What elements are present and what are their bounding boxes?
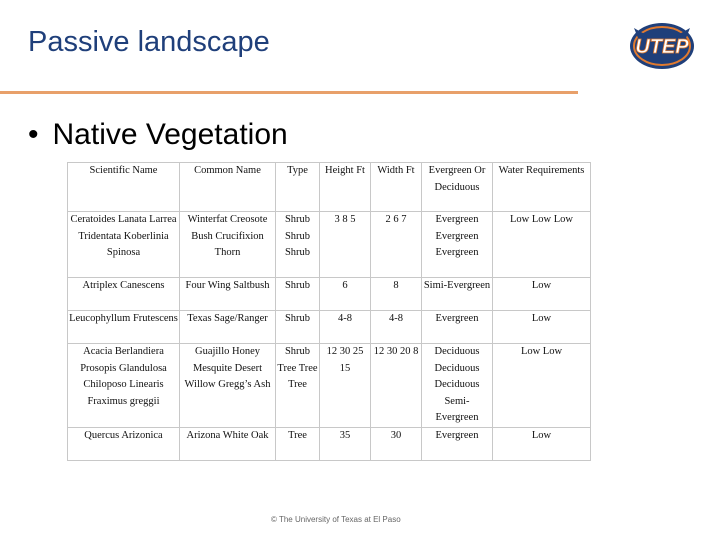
table-cell: Acacia Berlandiera Prosopis Glandulosa Chiloposo Linearis Fraximus greggii [68,344,180,428]
table-cell: Evergreen [422,311,493,344]
table-cell: Ceratoides Lanata Larrea Tridentata Koberlinia Spinosa [68,212,180,278]
table-cell: 8 [371,278,422,311]
bullet-text: Native Vegetation [52,118,288,151]
header-type: Type [276,163,320,212]
table-cell: Low Low [493,344,591,428]
header-common-name: Common Name [180,163,276,212]
table-cell: Winterfat Creosote Bush Crucifixion Thorn [180,212,276,278]
vegetation-table [67,162,591,461]
svg-text:UTEP: UTEP [635,36,689,58]
bullet-dot-icon: • [28,118,39,151]
table-cell: 3 8 5 [320,212,371,278]
table-cell: Deciduous Deciduous Deciduous Semi-Evergreen [422,344,493,428]
table-cell: Shrub [276,278,320,311]
table-cell: Low Low Low [493,212,591,278]
table-cell: 35 [320,427,371,460]
table-cell: Guajillo Honey Mesquite Desert Willow Gregg’s Ash [180,344,276,428]
table-cell: 6 [320,278,371,311]
table-row [68,344,591,428]
table-cell: 30 [371,427,422,460]
table-cell: Atriplex Canescens [68,278,180,311]
table-cell: Simi-Evergreen [422,278,493,311]
header-scientific-name: Scientific Name [68,163,180,212]
table-cell: 12 30 20 8 [371,344,422,428]
table-cell: Quercus Arizonica [68,427,180,460]
table-cell: Shrub [276,311,320,344]
table-cell: Four Wing Saltbush [180,278,276,311]
table-row [68,212,591,278]
header-water-requirements: Water Requirements [493,163,591,212]
table-cell: Leucophyllum Frutescens [68,311,180,344]
table-cell: Arizona White Oak [180,427,276,460]
table-cell: 12 30 25 15 [320,344,371,428]
utep-logo-icon [628,18,696,74]
copyright-footer: © The University of Texas at El Paso [271,515,401,524]
table-cell: Low [493,427,591,460]
table-cell: Evergreen Evergreen Evergreen [422,212,493,278]
table-cell: Tree [276,427,320,460]
slide-title: Passive landscape [28,26,270,58]
table-cell: Evergreen [422,427,493,460]
table-cell: Shrub Tree Tree Tree [276,344,320,428]
header-height: Height Ft [320,163,371,212]
table-row [68,278,591,311]
table-cell: 4-8 [320,311,371,344]
table-row [68,311,591,344]
header-width: Width Ft [371,163,422,212]
table-row [68,427,591,460]
bullet-item [28,118,288,152]
table-header-row [68,163,591,212]
table-cell: 2 6 7 [371,212,422,278]
table-cell: Shrub Shrub Shrub [276,212,320,278]
table-cell: Texas Sage/Ranger [180,311,276,344]
title-underline [0,91,578,94]
table-cell: 4-8 [371,311,422,344]
table-cell: Low [493,311,591,344]
header-evergreen-deciduous: Evergreen Or Deciduous [422,163,493,212]
table-cell: Low [493,278,591,311]
